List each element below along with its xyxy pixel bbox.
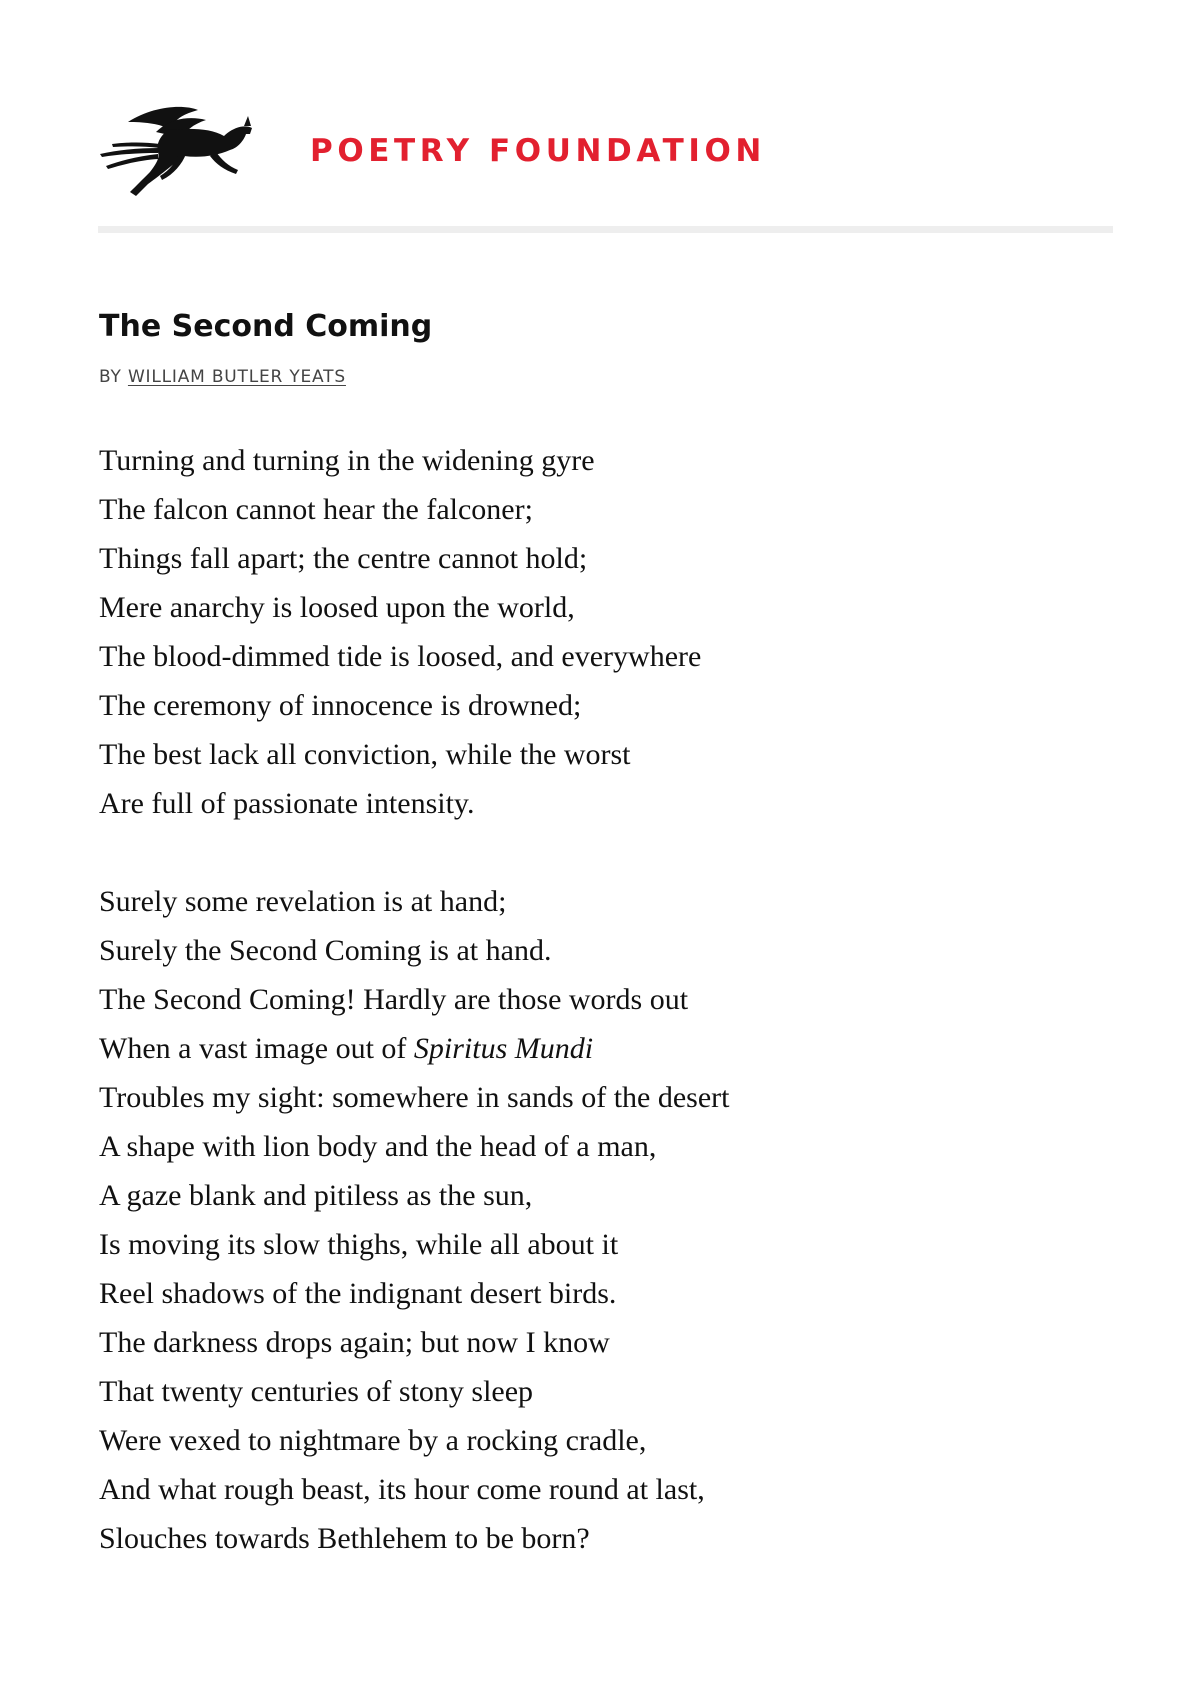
poem-line: Things fall apart; the centre cannot hold;: [99, 542, 588, 575]
poem-line-spiritus-mundi: [99, 1024, 729, 1073]
poem-line: And what rough beast, its hour come round at last,: [99, 1473, 705, 1506]
poem-line: Are full of passionate intensity.: [99, 787, 475, 820]
poem-line: The best lack all conviction, while the worst: [99, 738, 631, 771]
poem-line: Mere anarchy is loosed upon the world,: [99, 591, 575, 624]
poem-line: Surely some revelation is at hand;: [99, 885, 507, 918]
poem-line: The Second Coming! Hardly are those words out: [99, 983, 689, 1016]
poem-line: A gaze blank and pitiless as the sun,: [99, 1179, 533, 1212]
poem-line: Turning and turning in the widening gyre: [99, 444, 595, 477]
byline: [99, 367, 346, 387]
poem-line: Is moving its slow thighs, while all about it: [99, 1228, 619, 1261]
italic-phrase: Spiritus Mundi: [413, 1032, 594, 1065]
stanza-2: [99, 877, 729, 1563]
byline-prefix: BY: [99, 367, 122, 387]
poem-line: The falcon cannot hear the falconer;: [99, 493, 533, 526]
site-name[interactable]: POETRY FOUNDATION: [310, 133, 766, 169]
header-divider: [98, 226, 1113, 233]
poem-line: The darkness drops again; but now I know: [99, 1326, 610, 1359]
stanza-break: [99, 828, 729, 877]
poem-line: A shape with lion body and the head of a man,: [99, 1130, 657, 1163]
author-link[interactable]: WILLIAM BUTLER YEATS: [127, 367, 346, 387]
poem-title: The Second Coming: [99, 309, 433, 344]
pegasus-logo-icon[interactable]: [98, 104, 266, 204]
poem-line: The blood-dimmed tide is loosed, and everywhere: [99, 640, 702, 673]
stanza-1: [99, 436, 729, 828]
poem-line: Slouches towards Bethlehem to be born?: [99, 1522, 590, 1555]
poem-line: Surely the Second Coming is at hand.: [99, 934, 552, 967]
poem-line: The ceremony of innocence is drowned;: [99, 689, 582, 722]
poem-line: That twenty centuries of stony sleep: [99, 1375, 534, 1408]
poem-line: Were vexed to nightmare by a rocking cradle,: [99, 1424, 647, 1457]
poem-line: Troubles my sight: somewhere in sands of the desert: [99, 1081, 730, 1114]
site-header: [98, 104, 1113, 204]
poem-line: Reel shadows of the indignant desert birds.: [99, 1277, 617, 1310]
poem-body: [99, 436, 729, 1563]
line-text: When a vast image out of: [99, 1032, 414, 1065]
